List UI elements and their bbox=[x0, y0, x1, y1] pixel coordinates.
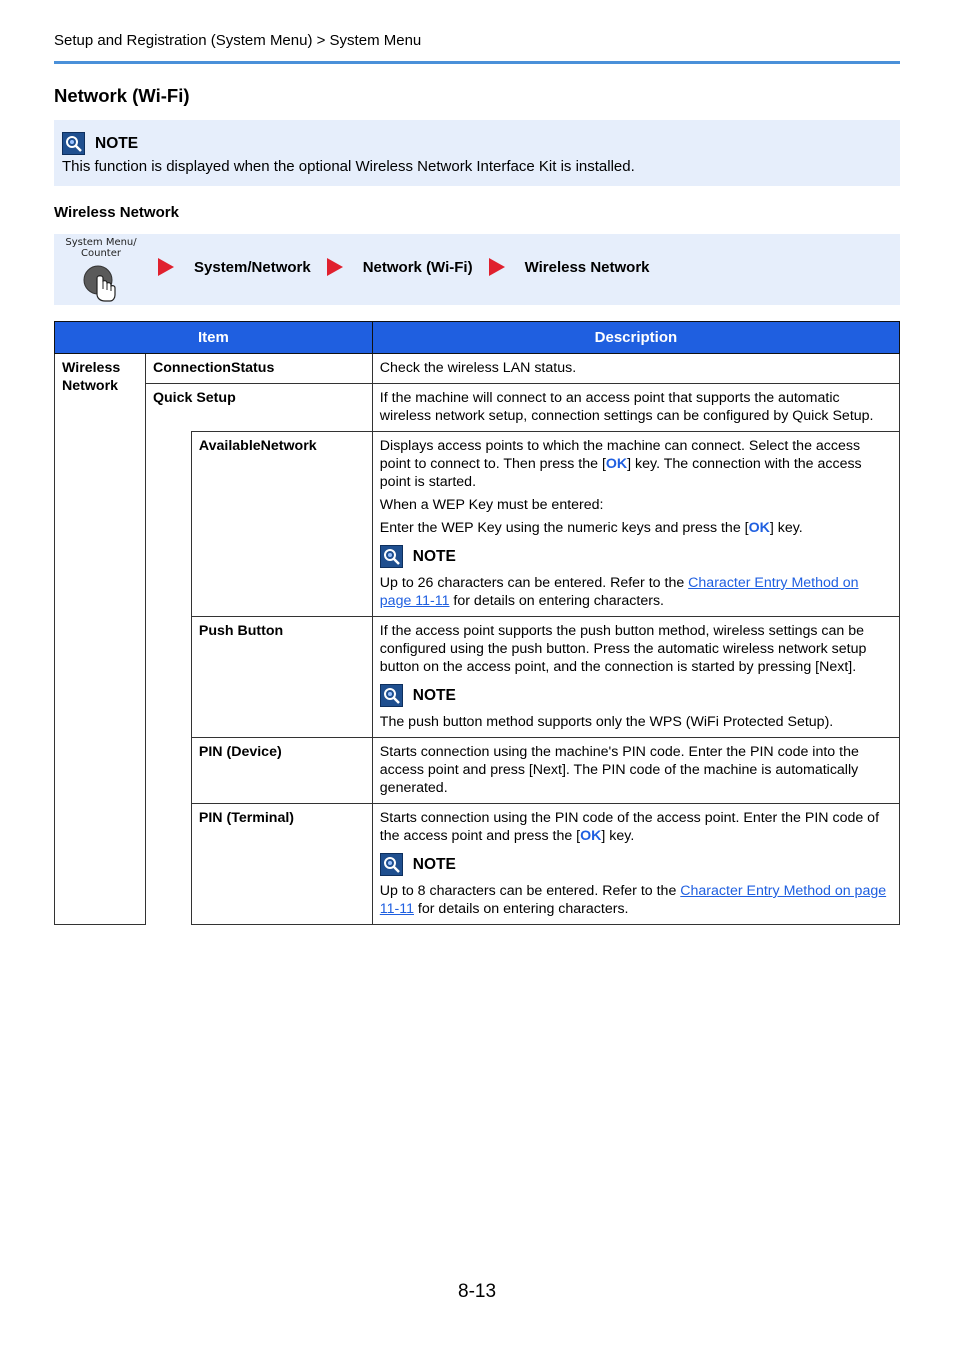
section-title: Network (Wi-Fi) bbox=[54, 85, 190, 106]
item-quick-setup: Quick Setup bbox=[145, 384, 372, 432]
header-item: Item bbox=[55, 322, 373, 354]
desc-paragraph bbox=[380, 437, 892, 491]
system-menu-key-label-line1: System Menu/ bbox=[65, 237, 137, 248]
desc-text: ] key. The connection with the access point is started. bbox=[379, 456, 862, 490]
note-header bbox=[62, 132, 138, 155]
table-row bbox=[55, 432, 900, 617]
item-connection-status: ConnectionStatus bbox=[145, 354, 372, 384]
desc-text: Enter the WEP Key using the numeric keys and press the [ bbox=[379, 520, 749, 536]
path-arrow-icon bbox=[489, 258, 505, 276]
desc-paragraph: When a WEP Key must be entered: bbox=[379, 497, 604, 513]
system-menu-key-label bbox=[62, 237, 140, 259]
note-text: The push button method supports only the WPS (WiFi Protected Setup). bbox=[379, 714, 834, 730]
table-row bbox=[55, 384, 900, 432]
note-text: This function is displayed when the optional Wireless Network Interface Kit is installed. bbox=[62, 158, 635, 175]
header-description: Description bbox=[372, 322, 899, 354]
path-step-network-wifi: Network (Wi-Fi) bbox=[362, 258, 473, 276]
item-pin-terminal: PIN (Terminal) bbox=[191, 804, 372, 925]
desc-available-network bbox=[372, 432, 899, 617]
header-rule bbox=[54, 61, 900, 64]
character-entry-link[interactable]: Character Entry Method on page 11-11 bbox=[379, 883, 887, 917]
ok-key-label: OK bbox=[748, 520, 770, 536]
desc-text: Up to 26 characters can be entered. Refer to the bbox=[379, 575, 689, 591]
desc-paragraph: If the access point supports the push button method, wireless settings can be configured using the push button. Press the automatic wireless network setup button on the access point, and the connection is started by pressing [Next]. bbox=[379, 623, 867, 675]
group-cell-wireless-network bbox=[55, 354, 146, 925]
page-number: 8-13 bbox=[458, 1281, 497, 1302]
note-icon bbox=[380, 853, 403, 876]
note-icon bbox=[62, 132, 85, 155]
table-header-row bbox=[55, 322, 900, 354]
group-label-line1: Wireless bbox=[62, 360, 121, 376]
indent-spacer bbox=[145, 432, 191, 925]
note-icon bbox=[380, 684, 403, 707]
group-label-line2: Network bbox=[62, 378, 118, 394]
desc-text: for details on entering characters. bbox=[449, 593, 664, 609]
desc-text: Up to 8 characters can be entered. Refer to the bbox=[379, 883, 681, 899]
path-step-system-network: System/Network bbox=[194, 258, 311, 276]
menu-path-box bbox=[54, 234, 900, 305]
desc-paragraph bbox=[380, 519, 892, 537]
ok-key-label: OK bbox=[605, 456, 628, 472]
system-menu-key-label-line2: Counter bbox=[81, 248, 121, 259]
subsection-title: Wireless Network bbox=[54, 204, 179, 221]
note-label: NOTE bbox=[412, 855, 456, 873]
note-header bbox=[380, 853, 892, 876]
character-entry-link[interactable]: Character Entry Method on page 11-11 bbox=[379, 575, 859, 609]
desc-pin-device: Starts connection using the machine's PIN code. Enter the PIN code into the access point and press [Next]. The PIN code of the machine is automatically generated. bbox=[372, 738, 899, 804]
desc-text: Starts connection using the PIN code of the access point. Enter the PIN code of the access point and press the [ bbox=[379, 810, 880, 844]
item-push-button: Push Button bbox=[191, 617, 372, 738]
desc-text: ] key. bbox=[769, 520, 803, 536]
note-icon bbox=[380, 545, 403, 568]
desc-paragraph bbox=[380, 809, 892, 845]
item-pin-device: PIN (Device) bbox=[191, 738, 372, 804]
desc-text: Displays access points to which the machine can connect. Select the access point to connect to. Then press the [ bbox=[379, 438, 861, 472]
note-text bbox=[380, 882, 892, 918]
desc-pin-terminal bbox=[372, 804, 899, 925]
desc-quick-setup: If the machine will connect to an access point that supports the automatic wireless network setup, connection settings can be configured by Quick Setup. bbox=[372, 384, 899, 432]
desc-push-button bbox=[372, 617, 899, 738]
note-header bbox=[380, 545, 892, 568]
path-step-wireless-network: Wireless Network bbox=[524, 258, 650, 276]
note-label: NOTE bbox=[412, 547, 456, 565]
path-arrow-icon bbox=[327, 258, 343, 276]
note-label: NOTE bbox=[412, 686, 456, 704]
item-available-network: AvailableNetwork bbox=[191, 432, 372, 617]
note-text bbox=[380, 574, 892, 610]
system-menu-key-icon bbox=[80, 264, 120, 308]
note-label: NOTE bbox=[95, 134, 139, 152]
path-arrow-icon bbox=[158, 258, 174, 276]
desc-text: ] key. bbox=[601, 828, 635, 844]
note-header bbox=[380, 684, 892, 707]
table-row bbox=[55, 354, 900, 384]
ok-key-label: OK bbox=[580, 828, 602, 844]
desc-connection-status: Check the wireless LAN status. bbox=[372, 354, 899, 384]
breadcrumb: Setup and Registration (System Menu) > System Menu bbox=[54, 32, 422, 49]
menu-path bbox=[158, 258, 666, 276]
desc-text: for details on entering characters. bbox=[413, 901, 629, 917]
settings-table bbox=[54, 321, 900, 925]
note-box bbox=[54, 120, 900, 186]
